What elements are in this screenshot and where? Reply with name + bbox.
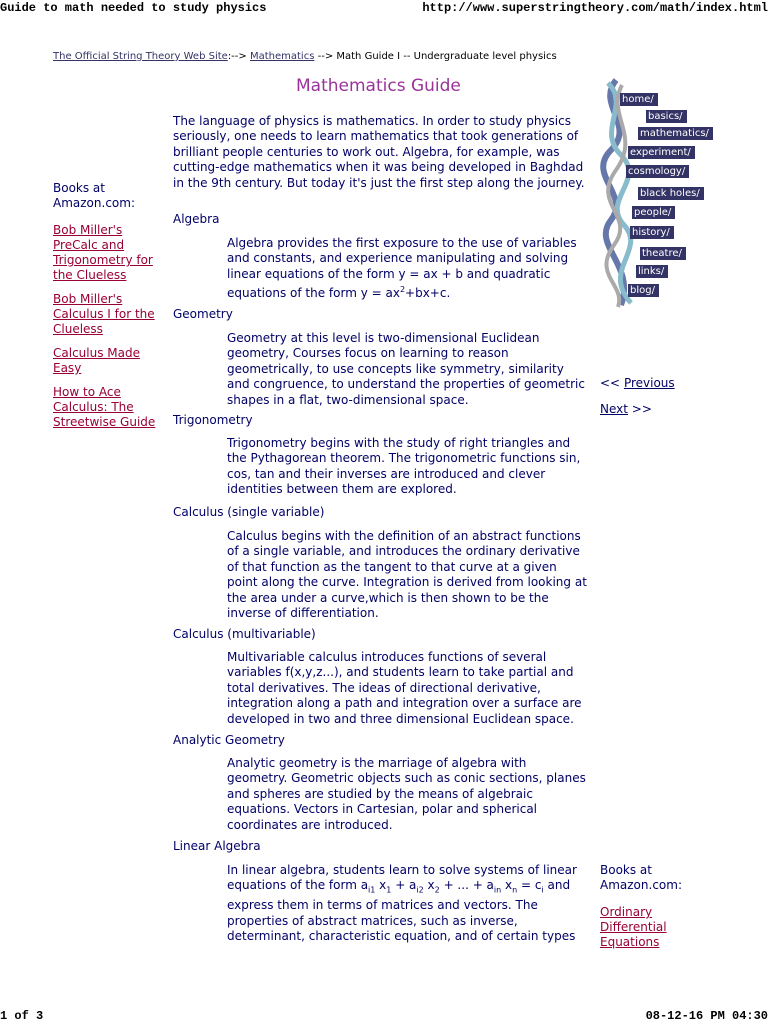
- left-sidebar-heading: Books at Amazon.com:: [53, 181, 135, 210]
- linear-eq-5: i2: [416, 885, 424, 895]
- book-link-calculus-made-easy[interactable]: Calculus Made Easy: [53, 346, 140, 375]
- print-header-url: http://www.superstringtheory.com/math/index.html: [422, 1, 768, 15]
- nav-basics[interactable]: basics/: [646, 110, 687, 123]
- nav-people[interactable]: people/: [632, 206, 675, 219]
- book-link-ode[interactable]: Ordinary Differential Equations: [600, 905, 667, 949]
- section-title-calc2: Calculus (multivariable): [173, 627, 316, 641]
- next-link[interactable]: Next: [600, 402, 628, 416]
- section-text-analytic: Analytic geometry is the marriage of algebra with geometry. Geometric objects such as conic sections, planes and spheres are studied by the means of algebraic equations. Vectors in Cartesian, polar and spherical coordinates are introduced.: [227, 756, 586, 832]
- breadcrumb-site-link[interactable]: The Official String Theory Web Site: [53, 51, 228, 62]
- nav-mathematics[interactable]: mathematics/: [638, 127, 713, 140]
- linear-eq-6: x: [423, 878, 435, 893]
- section-text-calc2: Multivariable calculus introduces functions of several variables f(x,y,z...), and students learn to take partial and total derivatives. The ideas of directional derivative, integration along a path and integration over a surface are developed in two and three dimensional Euclidean space.: [227, 650, 582, 726]
- section-title-trig: Trigonometry: [173, 413, 253, 427]
- breadcrumb-math-link[interactable]: Mathematics: [249, 51, 315, 62]
- linear-eq-3: 1: [386, 885, 392, 895]
- nav-black-holes[interactable]: black holes/: [638, 187, 704, 200]
- nav-experiment[interactable]: experiment/: [628, 146, 695, 159]
- pager-next: [600, 402, 652, 416]
- linear-text-a: In linear algebra, students learn to solve systems of linear equations of the form a: [227, 863, 577, 893]
- linear-eq-10: x: [501, 878, 513, 893]
- section-text-linear: [227, 863, 589, 944]
- pager-prev: [600, 376, 675, 390]
- print-footer-datetime: 08-12-16 PM 04:30: [645, 1009, 768, 1023]
- next-arrows: >>: [631, 402, 652, 416]
- nav-menu: [596, 75, 716, 310]
- section-title-algebra: Algebra: [173, 212, 220, 226]
- left-sidebar: [53, 181, 165, 439]
- section-text-algebra: [227, 236, 589, 302]
- previous-link[interactable]: Previous: [623, 376, 675, 390]
- linear-eq-2: x: [375, 878, 387, 893]
- algebra-text: Algebra provides the first exposure to the use of variables and constants, and experience manipulating and solving linear equations of the form y = ax + b and quadratic equations of the form y = ax: [227, 236, 577, 301]
- algebra-superscript: 2: [399, 285, 406, 295]
- algebra-text-end: +bx+c.: [405, 286, 451, 301]
- right-sidebar: [600, 863, 700, 950]
- right-sidebar-heading: Books at Amazon.com:: [600, 863, 682, 892]
- nav-history[interactable]: history/: [630, 226, 674, 239]
- nav-cosmology[interactable]: cosmology/: [626, 165, 689, 178]
- section-title-analytic: Analytic Geometry: [173, 733, 285, 747]
- linear-eq-7: 2: [434, 885, 440, 895]
- section-title-linear: Linear Algebra: [173, 839, 261, 853]
- linear-eq-13: i: [541, 885, 544, 895]
- linear-eq-11: n: [512, 885, 518, 895]
- prev-arrows: <<: [600, 376, 621, 390]
- linear-eq-1: i1: [368, 885, 376, 895]
- intro-paragraph: The language of physics is mathematics. In order to study physics seriously, one needs to learn mathematics that took generations of brilliant people centuries to work out. Algebra, for example, was cutting-edge mathematics when it was being developed in Baghdad in the 9th century. But today it's just the first step along the journey.: [173, 114, 585, 190]
- book-link-ace-calculus[interactable]: How to Ace Calculus: The Streetwise Guide: [53, 385, 156, 429]
- breadcrumb-current: --> Math Guide I -- Undergraduate level physics: [317, 51, 557, 62]
- page-title: Mathematics Guide: [296, 76, 461, 96]
- book-link-calculus-1[interactable]: Bob Miller's Calculus I for the Clueless: [53, 292, 155, 336]
- print-footer-page: 1 of 3: [0, 1009, 44, 1023]
- section-text-calc1: Calculus begins with the definition of an abstract functions of a single variable, and introduces the ordinary derivative of that function as the tangent to that curve at a given point along the curve. Integration is derived from looking at the area under a curve,which is then shown to be the inverse of differentiation.: [227, 529, 587, 621]
- section-title-geometry: Geometry: [173, 307, 233, 321]
- section-title-calc1: Calculus (single variable): [173, 505, 325, 519]
- section-text-trig: Trigonometry begins with the study of right triangles and the Pythagorean theorem. The trigonometric functions sin, cos, tan and their inverses are introduced and clever identities between them are explored.: [227, 436, 581, 497]
- nav-theatre[interactable]: theatre/: [640, 247, 686, 260]
- nav-links[interactable]: links/: [636, 265, 668, 278]
- linear-eq-8: + ... + a: [439, 878, 494, 893]
- print-header-title: Guide to math needed to study physics: [0, 1, 267, 15]
- breadcrumb: [53, 51, 557, 62]
- section-text-geometry: Geometry at this level is two-dimensional Euclidean geometry, Courses focus on learning to reason geometrically, to use concepts like symmetry, similarity and congruence, to understand the properties of geometric shapes in a flat, two-dimensional space.: [227, 331, 585, 407]
- breadcrumb-sep: :-->: [227, 51, 247, 62]
- linear-text-b: and express them in terms of matrices and vectors. The properties of abstract matrices, such as inverse, determinant, characteristic equation, and of certain types: [227, 878, 576, 944]
- linear-eq-12: = c: [517, 878, 542, 893]
- linear-eq-4: + a: [391, 878, 417, 893]
- linear-eq-9: in: [493, 885, 502, 895]
- book-link-precalc[interactable]: Bob Miller's PreCalc and Trigonometry for the Clueless: [53, 223, 153, 282]
- nav-blog[interactable]: blog/: [628, 284, 659, 297]
- nav-home[interactable]: home/: [620, 93, 658, 106]
